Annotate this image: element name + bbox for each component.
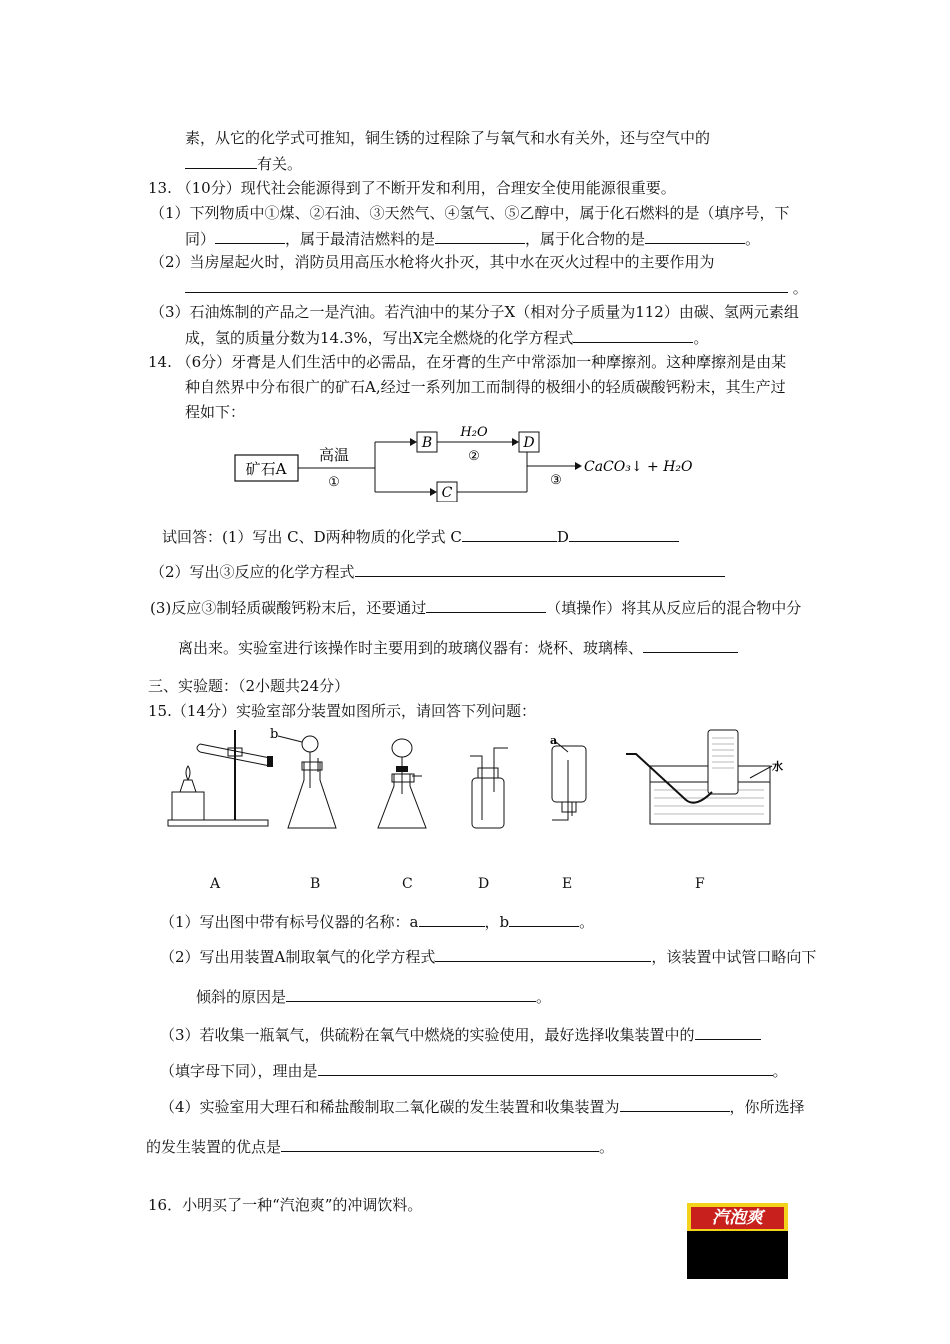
answer-blank[interactable] <box>695 1024 761 1040</box>
apparatus-label-e: E <box>562 876 573 892</box>
c-label: C <box>441 485 453 501</box>
section-3-title: 三、实验题：（2小题共24分） <box>148 677 350 695</box>
apparatus-b <box>270 727 336 828</box>
question-16: 16．小明买了一种“汽泡爽”的冲调饮料。 <box>148 1196 423 1214</box>
answer-blank[interactable] <box>435 228 525 244</box>
text-line: 成，氢的质量分数为14.3%，写出X完全燃烧的化学方程式 。 <box>185 329 709 347</box>
text-line: （4）实验室用大理石和稀盐酸制取二氧化碳的发生装置和收集装置为 ，你所选择 <box>160 1098 805 1116</box>
step-2-label: ② <box>468 449 480 464</box>
answer-blank[interactable] <box>435 946 651 962</box>
apparatus-label-c: C <box>402 876 413 892</box>
text-line: 的发生装置的优点是 。 <box>146 1138 615 1156</box>
answer-blank[interactable] <box>509 911 579 927</box>
text-line: （2）当房屋起火时，消防员用高压水枪将火扑灭，其中水在灭火过程中的主要作用为 <box>150 253 715 271</box>
apparatus-e <box>550 734 586 820</box>
production-flow-diagram <box>230 420 730 502</box>
answer-blank[interactable] <box>185 153 257 169</box>
step-3-label: ③ <box>550 473 562 488</box>
text-line: （2）写出③反应的化学方程式 <box>150 561 725 582</box>
product-formula: CaCO₃↓ + H₂O <box>584 459 693 475</box>
answer-blank[interactable] <box>569 526 679 542</box>
b-label: B <box>421 435 433 451</box>
d-label: D <box>523 435 535 451</box>
question-13: 13. （10分）现代社会能源得到了不断开发和利用，合理安全使用能源很重要。 <box>148 179 676 197</box>
apparatus-f <box>626 730 783 824</box>
answer-blank[interactable] <box>355 561 725 577</box>
mark-a-label: a <box>550 734 558 747</box>
high-temp-label: 高温 <box>318 446 350 464</box>
apparatus-label-b: B <box>310 876 321 892</box>
text-line: 程如下： <box>185 403 246 421</box>
question-14: 14. （6分）牙膏是人们生活中的必需品，在牙膏的生产中常添加一种摩擦剂。这种摩擦剂是由某 <box>148 353 787 371</box>
apparatus-d <box>470 748 508 828</box>
answer-blank[interactable] <box>215 228 285 244</box>
answer-blank[interactable] <box>286 986 536 1002</box>
answer-blank[interactable] <box>645 228 745 244</box>
answer-blank[interactable] <box>426 597 546 613</box>
text-line: （3）若收集一瓶氧气，供硫粉在氧气中燃烧的实验使用，最好选择收集装置中的 <box>160 1024 761 1045</box>
answer-blank[interactable] <box>281 1136 599 1152</box>
text-line: （3）石油炼制的产品之一是汽油。若汽油中的某分子X（相对分子质量为112）由碳、氢两元素组 <box>150 303 799 321</box>
apparatus-figure <box>160 722 800 842</box>
text-line: 试回答：(1）写出 C、D两种物质的化学式 C D <box>162 526 679 547</box>
text-line: 有关。 <box>185 153 302 174</box>
answer-blank[interactable] <box>185 277 788 293</box>
step-1-label: ① <box>328 475 340 490</box>
text-line: 倾斜的原因是 。 <box>196 988 552 1006</box>
text-line: 。 <box>185 277 808 298</box>
answer-blank[interactable] <box>643 637 738 653</box>
text-line: （1）写出图中带有标号仪器的名称：a ，b 。 <box>160 913 595 931</box>
apparatus-c <box>378 739 426 828</box>
answer-blank[interactable] <box>462 526 557 542</box>
water-mark-label: 水 <box>772 760 783 773</box>
question-15: 15.（14分）实验室部分装置如图所示，请回答下列问题： <box>148 702 536 720</box>
mark-b-label: b <box>270 727 279 742</box>
answer-blank[interactable] <box>573 327 693 343</box>
answer-blank[interactable] <box>419 911 485 927</box>
text-line: 素，从它的化学式可推知，铜生锈的过程除了与氧气和水有关外，还与空气中的 <box>185 129 711 147</box>
answer-blank[interactable] <box>318 1060 773 1076</box>
answer-blank[interactable] <box>620 1096 730 1112</box>
drink-package-image <box>687 1203 788 1279</box>
text-line: 同） ，属于最清洁燃料的是 ，属于化合物的是 。 <box>185 230 761 248</box>
apparatus-a <box>168 730 273 826</box>
brand-logo: 汽泡爽 <box>691 1207 784 1229</box>
apparatus-label-f: F <box>695 876 705 892</box>
text-line: (3)反应③制轻质碳酸钙粉末后，还要通过 （填操作）将其从反应后的混合物中分 <box>150 599 802 617</box>
apparatus-label-a: A <box>210 876 221 892</box>
water-label: H₂O <box>460 425 488 440</box>
text-line: 离出来。实验室进行该操作时主要用到的玻璃仪器有：烧杯、玻璃棒、 <box>178 637 738 658</box>
apparatus-label-d: D <box>478 876 490 892</box>
ore-label: 矿石A <box>245 460 287 478</box>
text-line: 种自然界中分布很广的矿石A,经过一系列加工而制得的极细小的轻质碳酸钙粉末，其生产过 <box>185 378 786 396</box>
text-line: （2）写出用装置A制取氧气的化学方程式 ，该装置中试管口略向下 <box>160 948 817 966</box>
text-line: （填字母下同），理由是 。 <box>160 1062 788 1080</box>
text-line: （1）下列物质中①煤、②石油、③天然气、④氢气、⑤乙醇中，属于化石燃料的是（填序号，下 <box>150 204 790 222</box>
